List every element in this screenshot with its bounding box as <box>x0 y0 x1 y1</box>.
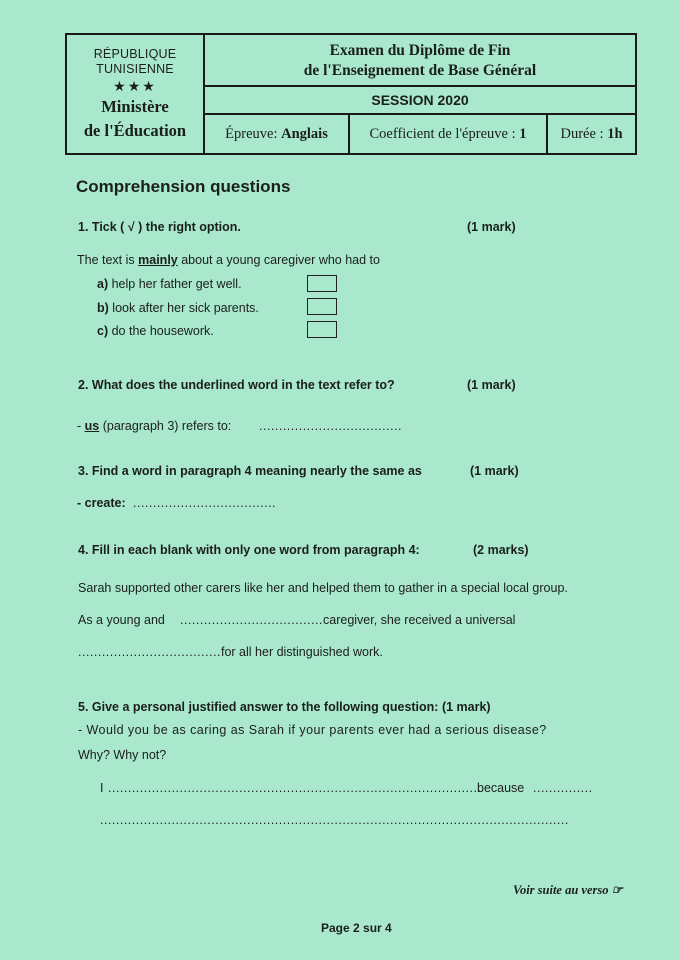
q5-prompt: 5. Give a personal justified answer to the following question: (1 mark) <box>78 700 491 714</box>
q3-mark: (1 mark) <box>470 464 519 478</box>
q4-mark: (2 marks) <box>473 543 529 557</box>
q2-mark: (1 mark) <box>467 378 516 392</box>
exam-title-line1: Examen du Diplôme de Fin <box>329 42 511 59</box>
ministry-line2: de l'Éducation <box>83 121 187 140</box>
q1-stem-post: about a young caregiver who had to <box>177 253 380 267</box>
q2-line <box>77 419 231 433</box>
q1-text: Tick ( √ ) the right option. <box>91 220 241 234</box>
exam-header <box>65 33 637 155</box>
country-label: TUNISIENNE <box>96 62 174 76</box>
q5-answer-blank1[interactable]: .............................................................................................. <box>108 781 482 795</box>
q2-underlined-word: us <box>84 419 100 433</box>
q1-prompt <box>78 220 241 234</box>
q2-rest: (paragraph 3) refers to: <box>99 419 232 433</box>
q1-stem-pre: The text is <box>77 253 139 267</box>
q1-option-c <box>97 324 214 338</box>
q3-line: - create: <box>77 496 126 510</box>
q4-sentence2-post: caregiver, she received a universal <box>323 613 516 627</box>
exam-info-cell <box>205 35 635 153</box>
option-letter: a) <box>97 277 109 291</box>
exam-details-row <box>205 115 635 153</box>
q1-stem-underlined: mainly <box>138 253 178 267</box>
option-letter: c) <box>97 324 109 338</box>
republic-label: RÉPUBLIQUE <box>93 47 177 61</box>
q1-checkbox-c[interactable] <box>307 321 337 338</box>
q4-blank1[interactable]: .................................... <box>180 613 324 627</box>
q1-stem <box>77 253 380 267</box>
section-title: Comprehension questions <box>76 177 291 196</box>
q5-answer-start: I <box>100 781 104 795</box>
duree-label: Durée : <box>560 126 604 142</box>
q2-prompt: 2. What does the underlined word in the text refer to? <box>78 378 395 392</box>
q5-because: because <box>477 781 525 795</box>
continue-note: Voir suite au verso ☞ <box>513 883 623 897</box>
epreuve-value: Anglais <box>281 126 328 142</box>
option-text: look after her sick parents. <box>112 301 259 315</box>
q3-answer-blank[interactable]: .................................... <box>133 496 277 510</box>
q2-dash: - <box>77 419 85 433</box>
q1-checkbox-a[interactable] <box>307 275 337 292</box>
q1-option-a <box>97 277 242 291</box>
duree-value: 1h <box>607 126 623 142</box>
epreuve-cell <box>205 115 350 153</box>
q5-question-line2: Why? Why not? <box>78 748 167 762</box>
q2-answer-blank[interactable]: .................................... <box>259 419 403 433</box>
option-letter: b) <box>97 301 109 315</box>
coefficient-label: Coefficient de l'épreuve : <box>369 126 516 142</box>
q4-sentence3-post: for all her distinguished work. <box>221 645 383 659</box>
q1-number: 1. <box>78 220 89 234</box>
duree-cell <box>548 115 635 153</box>
q4-sentence2-pre: As a young and <box>78 613 165 627</box>
q5-answer-blank2[interactable]: ............... <box>533 781 593 795</box>
option-text: help her father get well. <box>111 277 242 291</box>
ministry-cell <box>67 35 205 153</box>
ministry-line1: Ministère <box>101 97 169 116</box>
page-number: Page 2 sur 4 <box>321 921 392 935</box>
q1-checkbox-b[interactable] <box>307 298 337 315</box>
exam-title <box>205 35 635 87</box>
option-text: do the housework. <box>111 324 214 338</box>
coefficient-cell <box>350 115 548 153</box>
q1-mark: (1 mark) <box>467 220 516 234</box>
q5-question-line1: - Would you be as caring as Sarah if your parents ever had a serious disease? <box>78 723 547 737</box>
stars-emblem: ★★★ <box>113 78 157 94</box>
q4-sentence1: Sarah supported other carers like her and helped them to gather in a special local group. <box>78 581 568 595</box>
coefficient-value: 1 <box>519 126 527 142</box>
q1-option-b <box>97 301 259 315</box>
q3-prompt: 3. Find a word in paragraph 4 meaning nearly the same as <box>78 464 422 478</box>
q4-prompt: 4. Fill in each blank with only one word from paragraph 4: <box>78 543 420 557</box>
epreuve-label: Épreuve: <box>225 126 278 142</box>
session-label: SESSION 2020 <box>205 87 635 115</box>
q4-blank2[interactable]: .................................... <box>78 645 222 659</box>
exam-title-line2: de l'Enseignement de Base Général <box>303 62 537 79</box>
q5-answer-line2[interactable]: ...................................................................................................................... <box>100 813 569 827</box>
